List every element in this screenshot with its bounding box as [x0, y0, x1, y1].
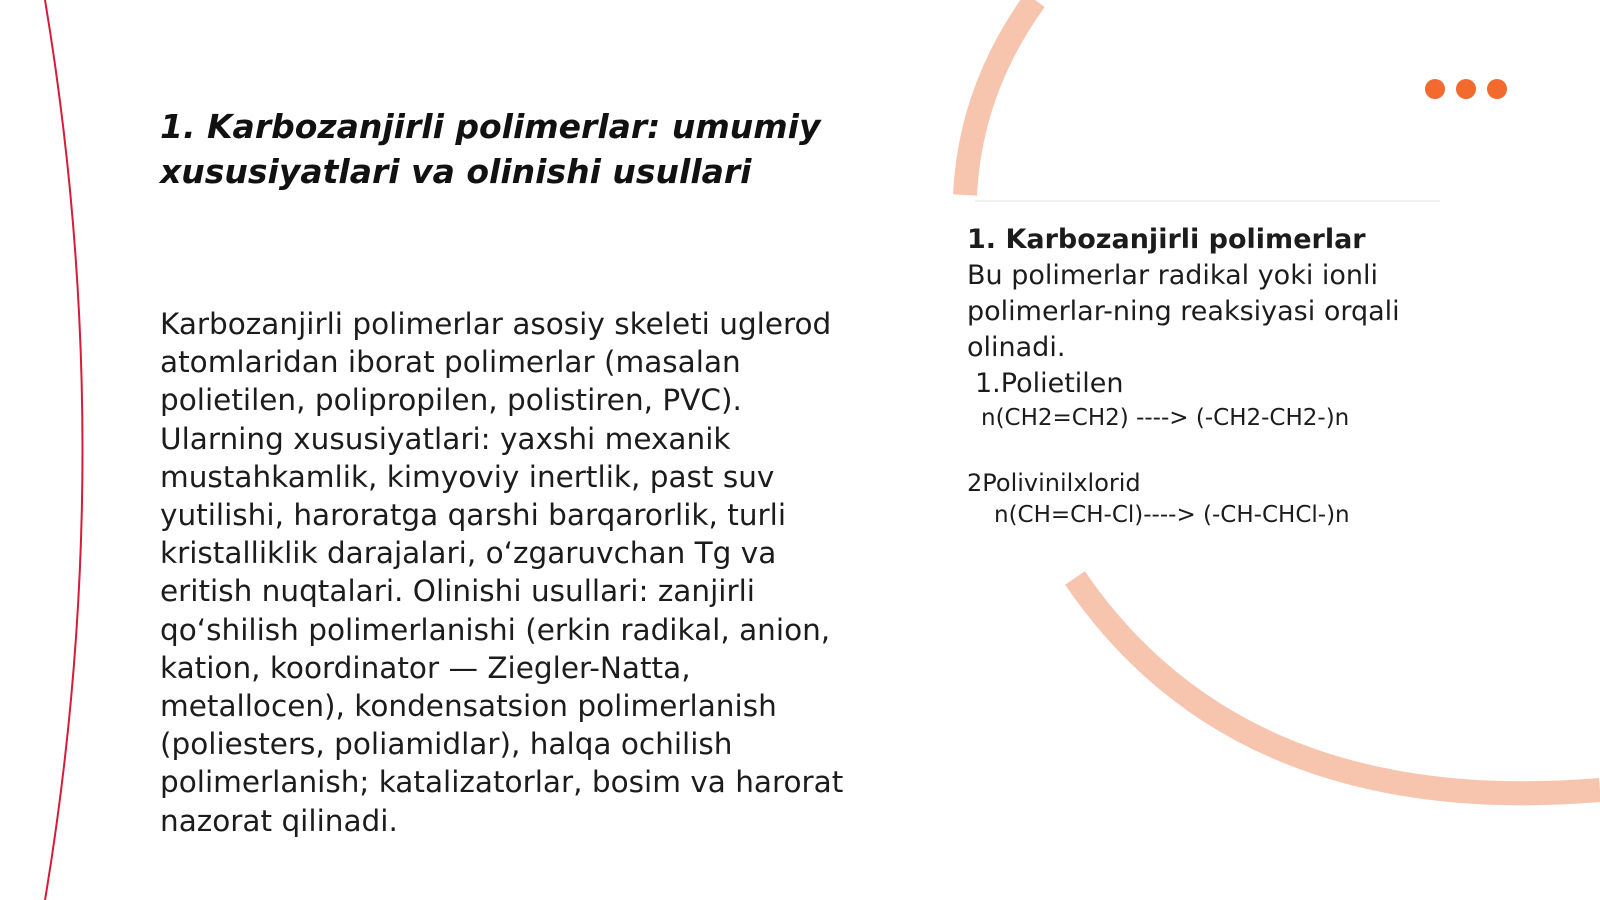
side-panel	[967, 222, 1487, 531]
dot-icon	[1425, 79, 1445, 99]
left-curve-line	[45, 0, 83, 900]
side-description: Bu polimerlar radikal yoki ionli polimerlar-ning reaksiyasi orqali olinadi.	[967, 260, 1400, 363]
dot-icon	[1487, 79, 1507, 99]
slide-title: 1. Karbozanjirli polimerlar: umumiy xususiyatlari va olinishi usullari	[160, 107, 821, 191]
dot-icon	[1456, 79, 1476, 99]
menu-dots-icon	[1425, 79, 1507, 99]
polymer-equation: n(CH=CH-Cl)----> (-CH-CHCl-)n	[994, 502, 1350, 528]
slide-body-text: Karbozanjirli polimerlar asosiy skeleti uglerod atomlaridan iborat polimerlar (masalan polietilen, polipropilen, polistiren, PVC). Ularning xususiyatlari: yaxshi mexanik mustahkamlik, kimyoviy inertlik, past suv yutilishi, haroratga qarshi barqarorlik, turli kristalliklik darajalari, o‘zgaruvchan Tg va eritish nuqtalari. Olinishi usullari: zanjirli qo‘shilish polimerlanishi (erkin radikal, anion, kation, koordinator — Ziegler-Natta, metallocen), kondensatsion polimerlanish (poliesters, poliamidlar), halqa ochilish polimerlanish; katalizatorlar, bosim va harorat nazorat qilinadi.	[160, 307, 844, 838]
polymer-equation: n(CH2=CH2) ----> (-CH2-CH2-)n	[981, 405, 1350, 431]
polymer-item-label: 2Polivinilxlorid	[967, 469, 1141, 497]
bottom-arc	[1075, 578, 1600, 793]
side-heading: 1. Karbozanjirli polimerlar	[967, 224, 1366, 255]
top-arc	[965, 0, 1035, 195]
polymer-item-label: 1.Polietilen	[975, 368, 1124, 399]
